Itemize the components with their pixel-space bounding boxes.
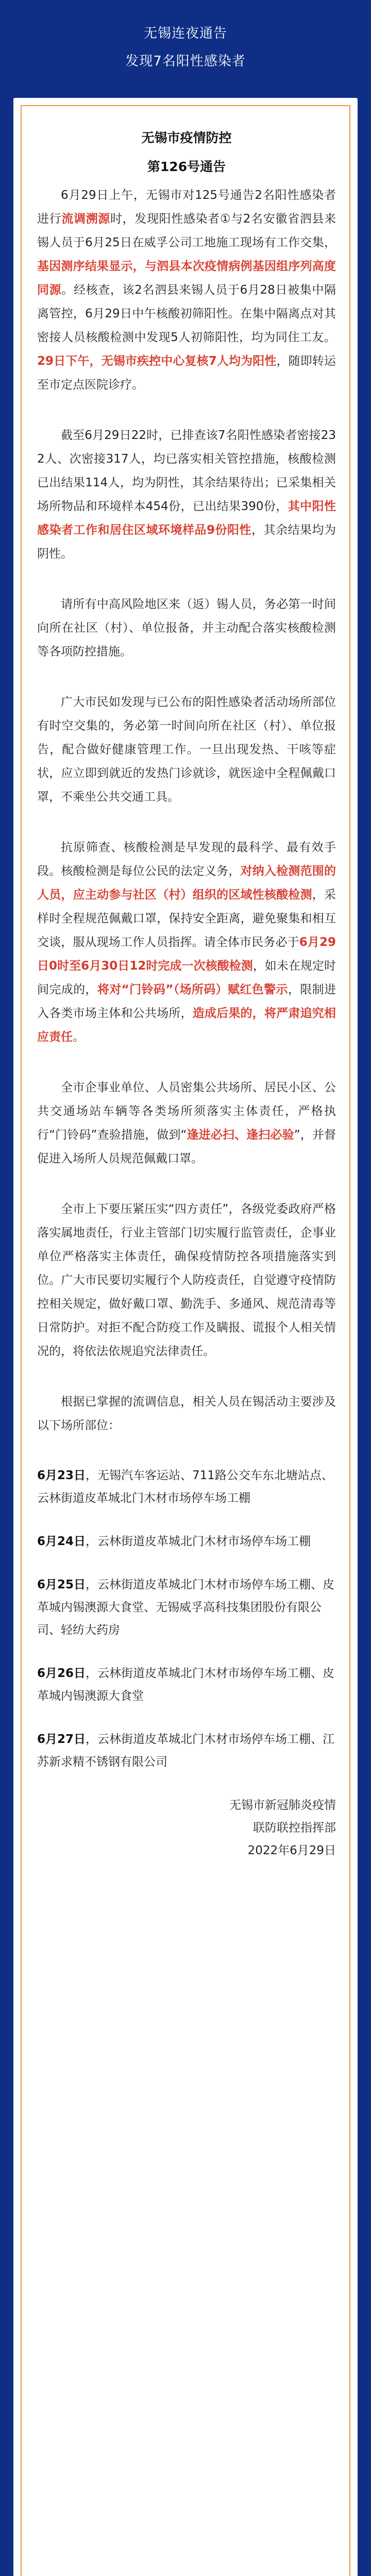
highlighted-text: 基因测序结果显示，与泗县本次疫情病例基因组序列高度同源 bbox=[37, 260, 336, 297]
signature-line-2: 联防联控指挥部 bbox=[253, 1821, 336, 1835]
signature-date: 2022年6月29日 bbox=[247, 1844, 336, 1857]
date-separator: ， bbox=[86, 1535, 98, 1548]
notice-paragraph bbox=[37, 423, 336, 566]
paragraph-text: ，采样时全程规范佩戴口罩，保持安全距离，避免聚集和相互交谈，服从现场工作人员指挥。请全体市民务必于 bbox=[37, 888, 336, 949]
notice-content bbox=[37, 183, 336, 1862]
date-separator: ， bbox=[86, 1469, 98, 1482]
paragraph-text: 。经核查，该2名泗县来锡人员于6月28日被集中隔离管控，6月29日中午核酸初筛阳性。在集中隔离点对其密接人员核酸检测中发现5人初筛阳性，均为同住工友。 bbox=[37, 283, 336, 344]
notice-paragraphs bbox=[37, 183, 336, 1437]
highlighted-text: 逢进必扫、逢扫必验 bbox=[187, 1128, 294, 1142]
date-separator: ， bbox=[86, 1667, 98, 1680]
notice-paragraph bbox=[37, 1076, 336, 1171]
paragraph-text: 全市企事业单位、人员密集公共场所、居民小区、公共交通场站车辆等各类场所须落实主体责任，严格执行“门铃码”查验措施，做到“ bbox=[37, 1081, 336, 1142]
location-places: 云林街道皮革城北门木材市场停车场工棚、皮革城内锡澳源大食堂、无锡威孚高科技集团股份有限公司、轻纺大药房 bbox=[37, 1578, 335, 1637]
highlighted-text: 其中阳性感染者工作和居住区域环境样品9份阳性 bbox=[37, 500, 336, 537]
notice-card bbox=[13, 98, 358, 2576]
notice-signature bbox=[37, 1794, 336, 1862]
paragraph-text: ，其余结果均为阴性。 bbox=[37, 523, 336, 561]
notice-paragraph bbox=[37, 1197, 336, 1363]
location-entry bbox=[37, 1464, 336, 1510]
paragraph-text: 。 bbox=[73, 1030, 85, 1044]
paragraph-text: 广大市民如发现与已公布的阳性感染者活动场所部位有时空交集的，务必第一时间向所在社区（村）、单位报告，配合做好健康管理工作。一旦出现发热、干咳等症状，应立即到就近的发热门诊就诊，就医途中全程佩戴口罩，不乘坐公共交通工具。 bbox=[37, 696, 336, 804]
notice-paragraph bbox=[37, 1390, 336, 1437]
notice-paragraph bbox=[37, 836, 336, 1049]
location-entry bbox=[37, 1573, 336, 1641]
location-entry bbox=[37, 1662, 336, 1707]
location-list bbox=[37, 1464, 336, 1773]
location-places: 无锡汽车客运站、711路公交车东北塘站点、云林街道皮革城北门木材市场停车场工棚 bbox=[37, 1469, 333, 1505]
location-entry bbox=[37, 1728, 336, 1773]
location-date: 6月24日 bbox=[37, 1535, 86, 1548]
date-separator: ， bbox=[86, 1733, 98, 1746]
location-places: 云林街道皮革城北门木材市场停车场工棚、江苏新求精不锈钢有限公司 bbox=[37, 1733, 335, 1769]
highlighted-text: 6月29日0时至6月30日12时完成一次核酸检测 bbox=[37, 936, 336, 973]
paragraph-text: 6月29日上午，无锡市对125号通告2名阳性感染者进行 bbox=[37, 189, 336, 226]
paragraph-text: 截至6月29日22时，已排查该7名阳性感染者密接232人、次密接317人，均已落实相关管控措施，核酸检测已出结果114人，均为阴性，其余结果待出；已采集相关场所物品和环境样本454份，已出结果390份， bbox=[37, 429, 336, 513]
header-banner bbox=[0, 0, 371, 93]
paragraph-text: 根据已掌握的流调信息，相关人员在锡活动主要涉及以下场所部位： bbox=[37, 1395, 336, 1432]
paragraph-text: 全市上下要压紧压实“四方责任”，各级党委政府严格落实属地责任，行业主管部门切实履行监管责任，企事业单位严格落实主体责任，确保疫情防控各项措施落实到位。广大市民要切实履行个人防疫责任，自觉遵守疫情防控相关规定，做好戴口罩、勤洗手、多通风、规范清毒等日常防护。对拒不配合防疫工作及瞒报、谎报个人相关情况的，将依法依规追究法律责任。 bbox=[37, 1202, 336, 1358]
paragraph-text: ，限制进入各类市场主体和公共场所， bbox=[37, 983, 336, 1020]
paragraph-text: ，如未在规定时间完成的， bbox=[37, 959, 336, 996]
highlighted-text: 造成后果的，将严肃追究相应责任 bbox=[37, 1007, 336, 1044]
highlighted-text: 将对“门铃码”（场所码）赋红色警示 bbox=[97, 983, 288, 996]
notice-number-title: 第126号通告 bbox=[147, 159, 226, 174]
highlighted-text: 对纳入检测范围的人员，应主动参与社区（村）组织的区域性核酸检测 bbox=[37, 865, 336, 902]
signature-line-1: 无锡市新冠肺炎疫情 bbox=[229, 1799, 336, 1812]
location-date: 6月25日 bbox=[37, 1578, 86, 1591]
location-date: 6月27日 bbox=[37, 1733, 86, 1746]
paragraph-text: ”，并督促进入场所人员规范佩戴口罩。 bbox=[37, 1128, 336, 1165]
location-places: 云林街道皮革城北门木材市场停车场工棚、皮革城内锡澳源大食堂 bbox=[37, 1667, 335, 1703]
notice-border bbox=[21, 105, 350, 2576]
notice-issuer-title: 无锡市疫情防控 bbox=[141, 130, 232, 145]
paragraph-text: 时，发现阳性感染者①与2名安徽省泗县来锡人员于6月25日在威孚公司工地施工现场有工作交集， bbox=[37, 212, 336, 249]
header-line-1: 无锡连夜通告 bbox=[143, 26, 227, 41]
location-places: 云林街道皮革城北门木材市场停车场工棚 bbox=[97, 1535, 311, 1548]
notice-paragraph bbox=[37, 690, 336, 809]
location-date: 6月26日 bbox=[37, 1667, 86, 1680]
paragraph-text: 请所有中高风险地区来（返）锡人员，务必第一时间向所在社区（村）、单位报备，并主动配合落实核酸检测等各项防控措施。 bbox=[37, 598, 336, 658]
date-separator: ， bbox=[86, 1578, 98, 1591]
paragraph-text: ，随即转运至市定点医院诊疗。 bbox=[37, 354, 336, 392]
paragraph-text: 抗原筛查、核酸检测是早发现的最科学、最有效手段。核酸检测是每位公民的法定义务， bbox=[37, 841, 336, 878]
notice-paragraph bbox=[37, 183, 336, 397]
location-date: 6月23日 bbox=[37, 1469, 86, 1482]
notice-paragraph bbox=[37, 592, 336, 664]
location-entry bbox=[37, 1530, 336, 1553]
highlighted-text: 29日下午，无锡市疾控中心复核7人均为阳性 bbox=[37, 354, 277, 368]
highlighted-text: 流调溯源 bbox=[61, 212, 110, 226]
header-line-2: 发现7名阳性感染者 bbox=[125, 54, 246, 69]
